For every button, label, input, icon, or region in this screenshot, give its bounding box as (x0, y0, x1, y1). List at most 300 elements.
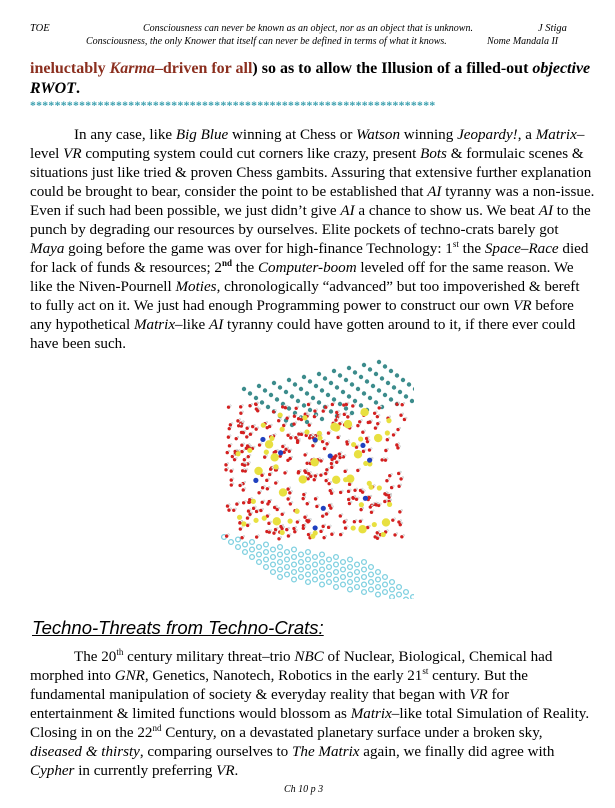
blue-atom (360, 443, 365, 448)
hydrogen-atom (338, 415, 340, 417)
hydrogen-atom (380, 406, 382, 408)
lattice-atom-bottom (313, 562, 318, 567)
hydrogen-atom (231, 422, 233, 424)
lattice-atom-bottom (411, 595, 414, 599)
lattice-atom-bottom (397, 592, 402, 597)
hydrogen-atom (399, 427, 401, 429)
lattice-atom-bottom (313, 577, 318, 582)
lattice-atom-top (341, 390, 345, 394)
yellow-atom (317, 431, 322, 436)
lattice-atom-bottom (327, 572, 332, 577)
lattice-atom-bottom (320, 552, 325, 557)
hydrogen-atom (400, 484, 402, 486)
hydrogen-atom (306, 515, 308, 517)
lattice-atom-bottom (383, 590, 388, 595)
lattice-atom-bottom (313, 555, 318, 560)
yellow-atom (317, 435, 322, 440)
lattice-atom-bottom (320, 560, 325, 565)
hydrogen-atom (244, 481, 246, 483)
hydrogen-atom (380, 503, 382, 505)
hydrogen-atom (249, 509, 251, 511)
hydrogen-atom (280, 418, 282, 420)
hydrogen-atom (249, 523, 251, 525)
hydrogen-atom (243, 449, 245, 451)
yellow-atom (354, 450, 362, 458)
hydrogen-atom (370, 448, 372, 450)
header-author: J Stiga (538, 23, 567, 34)
yellow-atom (310, 458, 318, 466)
hydrogen-atom (298, 520, 300, 522)
hydrogen-atom (361, 519, 363, 521)
hydrogen-atom (402, 413, 404, 415)
yellow-atom (313, 530, 318, 535)
lattice-atom-bottom (327, 580, 332, 585)
hydrogen-atom (228, 450, 230, 452)
hydrogen-atom (289, 497, 291, 499)
lattice-atom-top (389, 369, 393, 373)
lattice-atom-bottom (299, 560, 304, 565)
hydrogen-atom (266, 455, 268, 457)
lattice-atom-bottom (341, 567, 346, 572)
lattice-atom-top (377, 360, 381, 364)
lattice-atom-bottom (306, 550, 311, 555)
hydrogen-atom (251, 497, 253, 499)
yellow-atom (351, 442, 356, 447)
yellow-atom (235, 451, 240, 456)
hydrogen-atom (244, 468, 246, 470)
lattice-atom-top (383, 393, 387, 397)
lattice-atom-bottom (278, 567, 283, 572)
hydrogen-atom (339, 435, 341, 437)
hydrogen-atom (250, 446, 252, 448)
hydrogen-atom (401, 522, 403, 524)
hydrogen-atom (376, 411, 378, 413)
lattice-atom-bottom (229, 540, 234, 545)
hydrogen-atom (245, 463, 247, 465)
lattice-atom-bottom (292, 547, 297, 552)
hydrogen-atom (401, 509, 403, 511)
hydrogen-atom (322, 473, 324, 475)
hydrogen-atom (342, 532, 344, 534)
hydrogen-atom (280, 536, 282, 538)
hydrogen-atom (263, 473, 265, 475)
lattice-atom-bottom (383, 582, 388, 587)
lattice-atom-bottom (362, 567, 367, 572)
hydrogen-atom (306, 453, 308, 455)
lattice-atom-bottom (250, 555, 255, 560)
hydrogen-atom (319, 457, 321, 459)
hydrogen-atom (398, 402, 400, 404)
hydrogen-atom (238, 450, 240, 452)
hydrogen-atom (306, 469, 308, 471)
hydrogen-atom (240, 423, 242, 425)
blue-atom (321, 506, 326, 511)
lattice-atom-bottom (271, 547, 276, 552)
hydrogen-atom (300, 469, 302, 471)
lattice-atom-bottom (348, 580, 353, 585)
lattice-atom-top (293, 382, 297, 386)
hydrogen-atom (249, 454, 251, 456)
separator-line: ****************************************************************** (30, 99, 436, 112)
lattice-atom-bottom (278, 545, 283, 550)
hydrogen-atom (271, 472, 273, 474)
hydrogen-atom (275, 409, 277, 411)
lattice-atom-bottom (292, 570, 297, 575)
blue-atom (313, 525, 318, 530)
hydrogen-atom (325, 535, 327, 537)
hydrogen-atom (399, 445, 401, 447)
blue-atom (313, 437, 318, 442)
hydrogen-atom (305, 492, 307, 494)
lattice-atom-top (326, 393, 330, 397)
lattice-atom-top (407, 382, 411, 386)
lattice-atom-bottom (257, 552, 262, 557)
hydrogen-atom (292, 435, 294, 437)
lattice-atom-top (275, 397, 279, 401)
lattice-atom-top (347, 366, 351, 370)
lattice-atom-bottom (376, 570, 381, 575)
lattice-atom-bottom (320, 567, 325, 572)
yellow-atom (387, 502, 392, 507)
lattice-atom-top (257, 384, 261, 388)
lattice-atom-top (350, 411, 354, 415)
hydrogen-atom (289, 433, 291, 435)
hydrogen-atom (324, 439, 326, 441)
lattice-atom-top (254, 396, 258, 400)
hydrogen-atom (327, 512, 329, 514)
hydrogen-atom (248, 516, 250, 518)
hydrogen-atom (242, 411, 244, 413)
yellow-atom (261, 423, 266, 428)
lattice-atom-top (308, 408, 312, 412)
lattice-atom-bottom (327, 565, 332, 570)
hydrogen-atom (264, 485, 266, 487)
hydrogen-atom (233, 454, 235, 456)
lattice-atom-bottom (285, 557, 290, 562)
hydrogen-atom (296, 529, 298, 531)
lattice-atom-bottom (299, 567, 304, 572)
hydrogen-atom (258, 535, 260, 537)
lattice-atom-bottom (313, 570, 318, 575)
yellow-atom (270, 453, 278, 461)
hydrogen-atom (378, 414, 380, 416)
yellow-atom (351, 525, 356, 530)
hydrogen-atom (271, 424, 273, 426)
lattice-atom-top (335, 385, 339, 389)
hydrogen-atom (338, 410, 340, 412)
hydrogen-atom (324, 524, 326, 526)
lattice-atom-bottom (348, 557, 353, 562)
lattice-atom-bottom (341, 582, 346, 587)
hydrogen-atom (341, 455, 343, 457)
hydrogen-atom (338, 460, 340, 462)
lattice-atom-top (365, 379, 369, 383)
yellow-atom (241, 521, 246, 526)
hydrogen-atom (348, 440, 350, 442)
hydrogen-atom (310, 471, 312, 473)
hydrogen-atom (283, 512, 285, 514)
hydrogen-atom (340, 452, 342, 454)
hydrogen-atom (362, 507, 364, 509)
hydrogen-atom (268, 486, 270, 488)
hydrogen-atom (245, 457, 247, 459)
hydrogen-atom (258, 509, 260, 511)
hydrogen-atom (248, 444, 250, 446)
lattice-atom-bottom (341, 575, 346, 580)
hydrogen-atom (251, 403, 253, 405)
hydrogen-atom (328, 467, 330, 469)
lattice-atom-top (320, 388, 324, 392)
lattice-atom-bottom (355, 585, 360, 590)
hydrogen-atom (316, 473, 318, 475)
blue-atom (363, 496, 368, 501)
lattice-atom-bottom (306, 557, 311, 562)
lattice-atom-bottom (257, 560, 262, 565)
hydrogen-atom (262, 508, 264, 510)
hydrogen-atom (364, 430, 366, 432)
molecular-lattice-figure (214, 349, 414, 599)
hydrogen-atom (346, 469, 348, 471)
hydrogen-atom (368, 439, 370, 441)
hydrogen-atom (284, 444, 286, 446)
hydrogen-atom (257, 407, 259, 409)
yellow-atom (374, 434, 382, 442)
hydrogen-atom (251, 432, 253, 434)
hydrogen-atom (309, 532, 311, 534)
hydrogen-atom (330, 481, 332, 483)
hydrogen-atom (291, 501, 293, 503)
lattice-atom-bottom (397, 585, 402, 590)
lattice-atom-top (410, 399, 414, 403)
lattice-atom-bottom (404, 590, 409, 595)
lattice-atom-bottom (285, 550, 290, 555)
yellow-atom (382, 518, 390, 526)
hydrogen-atom (355, 519, 357, 521)
lattice-atom-top (344, 406, 348, 410)
lattice-atom-bottom (257, 545, 262, 550)
lattice-atom-bottom (264, 565, 269, 570)
hydrogen-atom (244, 488, 246, 490)
hydrogen-atom (361, 488, 363, 490)
hydrogen-atom (295, 422, 297, 424)
yellow-atom (265, 440, 273, 448)
hydrogen-atom (242, 421, 244, 423)
lattice-atom-bottom (271, 570, 276, 575)
hydrogen-atom (364, 449, 366, 451)
lattice-atom-top (305, 391, 309, 395)
lattice-atom-bottom (285, 572, 290, 577)
lattice-atom-bottom (355, 570, 360, 575)
lattice-atom-top (392, 385, 396, 389)
lattice-atom-bottom (376, 577, 381, 582)
hydrogen-atom (236, 449, 238, 451)
lattice-atom-top (332, 369, 336, 373)
hydrogen-atom (235, 457, 237, 459)
hydrogen-atom (394, 518, 396, 520)
lattice-atom-top (278, 385, 282, 389)
yellow-atom (359, 502, 364, 507)
lattice-atom-bottom (341, 560, 346, 565)
hydrogen-atom (314, 443, 316, 445)
hydrogen-atom (283, 526, 285, 528)
hydrogen-atom (259, 408, 261, 410)
yellow-atom (358, 525, 366, 533)
hydrogen-atom (268, 514, 270, 516)
hydrogen-atom (383, 458, 385, 460)
hydrogen-atom (386, 491, 388, 493)
hydrogen-atom (232, 478, 234, 480)
hydrogen-atom (228, 504, 230, 506)
hydrogen-atom (287, 447, 289, 449)
yellow-atom (253, 518, 258, 523)
hydrogen-atom (306, 413, 308, 415)
hydrogen-atom (243, 462, 245, 464)
lattice-atom-top (317, 400, 321, 404)
hydrogen-atom (356, 488, 358, 490)
hydrogen-atom (299, 438, 301, 440)
lattice-atom-top (353, 399, 357, 403)
hydrogen-atom (286, 470, 288, 472)
yellow-atom (254, 467, 262, 475)
lattice-atom-top (323, 376, 327, 380)
lattice-atom-bottom (362, 590, 367, 595)
lattice-atom-bottom (292, 555, 297, 560)
hydrogen-atom (371, 420, 373, 422)
lattice-atom-top (362, 363, 366, 367)
lattice-atom-bottom (334, 555, 339, 560)
hydrogen-atom (311, 436, 313, 438)
hydrogen-atom (359, 468, 361, 470)
lattice-atom-bottom (348, 565, 353, 570)
hydrogen-atom (270, 521, 272, 523)
yellow-atom (372, 522, 377, 527)
hydrogen-atom (289, 534, 291, 536)
lattice-atom-bottom (362, 575, 367, 580)
hydrogen-atom (274, 434, 276, 436)
lattice-atom-top (269, 393, 273, 397)
hydrogen-atom (349, 414, 351, 416)
lattice-atom-bottom (264, 557, 269, 562)
hydrogen-atom (405, 417, 407, 419)
lattice-atom-top (386, 381, 390, 385)
lattice-atom-top (302, 375, 306, 379)
hydrogen-atom (309, 402, 311, 404)
yellow-atom (251, 499, 256, 504)
lattice-atom-bottom (404, 597, 409, 599)
yellow-atom (299, 475, 307, 483)
lattice-atom-bottom (306, 580, 311, 585)
hydrogen-atom (251, 512, 253, 514)
lattice-atom-bottom (390, 595, 395, 599)
hydrogen-atom (349, 489, 351, 491)
hydrogen-atom (327, 405, 329, 407)
lattice-atom-bottom (334, 585, 339, 590)
hydrogen-atom (341, 421, 343, 423)
yellow-atom (294, 509, 299, 514)
hydrogen-atom (400, 471, 402, 473)
hydrogen-atom (341, 514, 343, 516)
hydrogen-atom (270, 530, 272, 532)
paragraph-2: The 20th century military threat–trio NBC of Nuclear, Biological, Chemical had morphed into GNR, Genetics, Nanotech, Robotics in the early 21st century. But the fundamental manipulation of society & everyday reality that began with VR for entertainment & limited functions would blossom as Matrix–like total Simulation of Reality. Closing in on the 22nd Century, on a devastated planetary surface under a broken sky, diseased & thirsty, comparing ourselves to The Matrix again, we finally did agree with Cypher in currently preferring VR. (30, 647, 590, 779)
yellow-atom (360, 408, 368, 416)
hydrogen-atom (242, 404, 244, 406)
lattice-atom-top (308, 379, 312, 383)
hydrogen-atom (322, 459, 324, 461)
hydrogen-atom (393, 485, 395, 487)
hydrogen-atom (325, 446, 327, 448)
hydrogen-atom (291, 490, 293, 492)
hydrogen-atom (241, 527, 243, 529)
hydrogen-atom (260, 490, 262, 492)
yellow-atom (344, 420, 352, 428)
hydrogen-atom (402, 477, 404, 479)
hydrogen-atom (377, 502, 379, 504)
lattice-atom-bottom (376, 585, 381, 590)
hydrogen-atom (315, 414, 317, 416)
hydrogen-atom (369, 525, 371, 527)
hydrogen-atom (316, 409, 318, 411)
yellow-atom (264, 450, 269, 455)
hydrogen-atom (308, 501, 310, 503)
hydrogen-atom (241, 483, 243, 485)
lattice-atom-top (389, 397, 393, 401)
lattice-atom-bottom (264, 550, 269, 555)
header-left: TOE (30, 23, 50, 34)
lattice-atom-top (314, 384, 318, 388)
hydrogen-atom (345, 520, 347, 522)
hydrogen-atom (277, 449, 279, 451)
lattice-atom-top (404, 394, 408, 398)
blue-atom (253, 478, 258, 483)
hydrogen-atom (239, 418, 241, 420)
hydrogen-atom (263, 500, 265, 502)
lattice-atom-bottom (327, 557, 332, 562)
lattice-atom-top (380, 376, 384, 380)
yellow-atom (358, 436, 363, 441)
lattice-atom-top (359, 403, 363, 407)
hydrogen-atom (227, 467, 229, 469)
hydrogen-atom (310, 423, 312, 425)
yellow-atom (278, 412, 283, 417)
header-mandala: Nome Mandala II (487, 36, 559, 47)
lattice-atom-bottom (271, 562, 276, 567)
hydrogen-atom (227, 462, 229, 464)
hydrogen-atom (403, 534, 405, 536)
lattice-atom-bottom (320, 582, 325, 587)
yellow-atom (279, 488, 287, 496)
hydrogen-atom (245, 500, 247, 502)
lattice-atom-top (260, 400, 264, 404)
hydrogen-atom (388, 437, 390, 439)
hydrogen-atom (284, 405, 286, 407)
lattice-atom-top (320, 417, 324, 421)
lattice-atom-bottom (355, 577, 360, 582)
hydrogen-atom (333, 465, 335, 467)
hydrogen-atom (328, 441, 330, 443)
lattice-atom-top (338, 373, 342, 377)
lattice-atom-top (353, 370, 357, 374)
hydrogen-atom (376, 535, 378, 537)
hydrogen-atom (312, 433, 314, 435)
hydrogen-atom (289, 487, 291, 489)
hydrogen-atom (277, 481, 279, 483)
blue-atom (367, 458, 372, 463)
hydrogen-atom (374, 485, 376, 487)
lattice-atom-bottom (299, 552, 304, 557)
lattice-atom-top (362, 391, 366, 395)
hydrogen-atom (237, 436, 239, 438)
hydrogen-atom (368, 436, 370, 438)
